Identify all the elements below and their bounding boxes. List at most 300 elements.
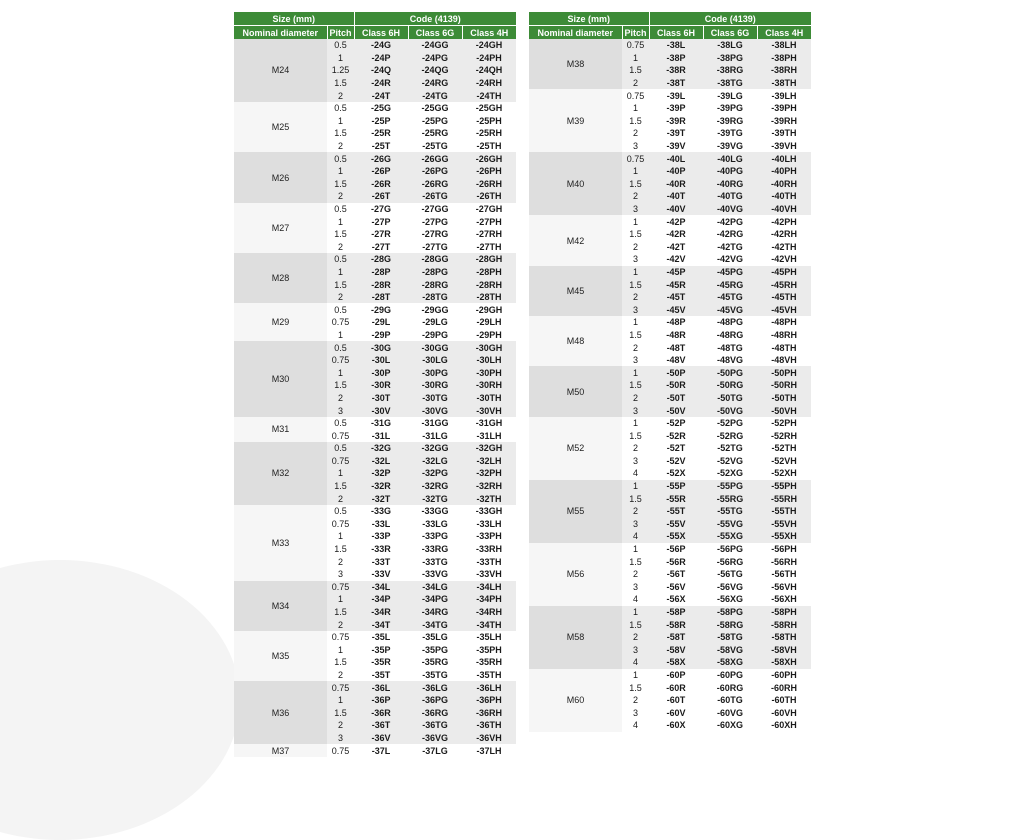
pitch-cell: 2 bbox=[622, 694, 649, 707]
class-6g-code: -45PG bbox=[703, 266, 757, 279]
pitch-cell: 1.5 bbox=[622, 115, 649, 128]
class-6g-code: -40RG bbox=[703, 178, 757, 191]
class-4h-code: -32TH bbox=[462, 492, 516, 505]
class-6h-code: -37L bbox=[354, 744, 408, 757]
table-row bbox=[529, 543, 811, 556]
class-6g-code: -56RG bbox=[703, 555, 757, 568]
pitch-cell: 1.25 bbox=[327, 64, 354, 77]
class-6g-code: -32TG bbox=[408, 492, 462, 505]
class-6h-code: -60T bbox=[649, 694, 703, 707]
class-6g-code: -30VG bbox=[408, 404, 462, 417]
class-4h-code: -56RH bbox=[757, 555, 811, 568]
table-row bbox=[529, 89, 811, 102]
class-4h-code: -50TH bbox=[757, 392, 811, 405]
class-6g-code: -56VG bbox=[703, 581, 757, 594]
class-6h-code: -35T bbox=[354, 669, 408, 682]
class-6h-code: -32T bbox=[354, 492, 408, 505]
class-6h-code: -52V bbox=[649, 455, 703, 468]
class-6h-code: -27G bbox=[354, 203, 408, 216]
pitch-cell: 1.5 bbox=[327, 127, 354, 140]
class-6h-code: -33T bbox=[354, 555, 408, 568]
class-4h-code: -33TH bbox=[462, 555, 516, 568]
class-6h-code: -58P bbox=[649, 606, 703, 619]
class-6g-code: -36PG bbox=[408, 694, 462, 707]
class-6h-code: -27P bbox=[354, 215, 408, 228]
pitch-cell: 4 bbox=[622, 530, 649, 543]
class-6h-code: -45T bbox=[649, 291, 703, 304]
class-4h-code: -48VH bbox=[757, 354, 811, 367]
pitch-cell: 2 bbox=[327, 618, 354, 631]
nominal-diameter-cell: M36 bbox=[234, 681, 327, 744]
pitch-cell: 3 bbox=[327, 404, 354, 417]
class-6h-code: -48T bbox=[649, 341, 703, 354]
class-6h-code: -55X bbox=[649, 530, 703, 543]
nominal-diameter-cell: M38 bbox=[529, 39, 622, 89]
pitch-cell: 0.75 bbox=[622, 39, 649, 52]
class-6h-code: -32L bbox=[354, 455, 408, 468]
pitch-cell: 1 bbox=[622, 52, 649, 65]
class-6g-code: -30TG bbox=[408, 392, 462, 405]
class-6h-header: Class 6H bbox=[354, 26, 408, 40]
class-4h-code: -55VH bbox=[757, 518, 811, 531]
class-6g-code: -29LG bbox=[408, 316, 462, 329]
class-6h-code: -28R bbox=[354, 278, 408, 291]
class-4h-code: -27GH bbox=[462, 203, 516, 216]
class-6g-code: -55RG bbox=[703, 492, 757, 505]
pitch-cell: 1 bbox=[327, 644, 354, 657]
class-6g-code: -45RG bbox=[703, 278, 757, 291]
table-row bbox=[234, 203, 516, 216]
pitch-cell: 2 bbox=[327, 392, 354, 405]
pitch-cell: 1.5 bbox=[327, 543, 354, 556]
class-6h-code: -27R bbox=[354, 228, 408, 241]
class-4h-code: -58XH bbox=[757, 656, 811, 669]
pitch-cell: 2 bbox=[622, 291, 649, 304]
class-6g-code: -34TG bbox=[408, 618, 462, 631]
class-4h-code: -28RH bbox=[462, 278, 516, 291]
class-4h-code: -33LH bbox=[462, 518, 516, 531]
pitch-cell: 1 bbox=[622, 669, 649, 682]
class-4h-code: -30LH bbox=[462, 354, 516, 367]
class-6h-code: -28G bbox=[354, 253, 408, 266]
class-4h-code: -25TH bbox=[462, 140, 516, 153]
pitch-cell: 3 bbox=[622, 455, 649, 468]
class-6h-code: -36T bbox=[354, 719, 408, 732]
pitch-cell: 0.5 bbox=[327, 341, 354, 354]
pitch-cell: 2 bbox=[622, 631, 649, 644]
class-6g-code: -25RG bbox=[408, 127, 462, 140]
class-4h-code: -55RH bbox=[757, 492, 811, 505]
class-6g-code: -28TG bbox=[408, 291, 462, 304]
class-4h-code: -38LH bbox=[757, 39, 811, 52]
class-6h-code: -40L bbox=[649, 152, 703, 165]
class-4h-code: -26PH bbox=[462, 165, 516, 178]
class-6h-code: -42P bbox=[649, 215, 703, 228]
pitch-cell: 2 bbox=[327, 669, 354, 682]
pitch-cell: 0.5 bbox=[327, 152, 354, 165]
nominal-diameter-cell: M30 bbox=[234, 341, 327, 417]
table-row bbox=[234, 681, 516, 694]
class-6g-code: -34LG bbox=[408, 581, 462, 594]
pitch-cell: 1.5 bbox=[622, 555, 649, 568]
class-4h-code: -52XH bbox=[757, 467, 811, 480]
pitch-cell: 1 bbox=[622, 366, 649, 379]
class-4h-code: -29PH bbox=[462, 329, 516, 342]
pitch-cell: 1.5 bbox=[327, 656, 354, 669]
class-4h-code: -39LH bbox=[757, 89, 811, 102]
class-6h-code: -31L bbox=[354, 429, 408, 442]
class-6g-code: -39RG bbox=[703, 115, 757, 128]
pitch-cell: 1 bbox=[622, 165, 649, 178]
class-6g-code: -27TG bbox=[408, 241, 462, 254]
class-4h-code: -48RH bbox=[757, 329, 811, 342]
pitch-cell: 2 bbox=[327, 241, 354, 254]
class-6h-code: -24G bbox=[354, 39, 408, 52]
class-6h-code: -33L bbox=[354, 518, 408, 531]
class-6g-code: -52VG bbox=[703, 455, 757, 468]
class-4h-code: -33RH bbox=[462, 543, 516, 556]
pitch-cell: 2 bbox=[622, 341, 649, 354]
class-6h-code: -45V bbox=[649, 303, 703, 316]
class-6g-code: -58VG bbox=[703, 644, 757, 657]
class-6g-code: -25PG bbox=[408, 115, 462, 128]
class-6g-header: Class 6G bbox=[408, 26, 462, 40]
class-6h-code: -36P bbox=[354, 694, 408, 707]
class-6h-code: -40V bbox=[649, 203, 703, 216]
class-6h-code: -29L bbox=[354, 316, 408, 329]
class-6g-code: -38PG bbox=[703, 52, 757, 65]
class-4h-code: -36VH bbox=[462, 732, 516, 745]
pitch-cell: 3 bbox=[622, 253, 649, 266]
class-4h-code: -32PH bbox=[462, 467, 516, 480]
class-4h-header: Class 4H bbox=[757, 26, 811, 40]
class-6g-code: -33TG bbox=[408, 555, 462, 568]
class-4h-code: -36RH bbox=[462, 706, 516, 719]
pitch-cell: 1 bbox=[327, 593, 354, 606]
class-6h-code: -25G bbox=[354, 102, 408, 115]
class-6g-code: -52TG bbox=[703, 442, 757, 455]
size-header: Size (mm) bbox=[234, 12, 354, 26]
pitch-cell: 1 bbox=[327, 52, 354, 65]
class-6g-code: -35LG bbox=[408, 631, 462, 644]
class-6h-code: -56X bbox=[649, 593, 703, 606]
pitch-cell: 1.5 bbox=[622, 379, 649, 392]
class-4h-code: -32GH bbox=[462, 442, 516, 455]
pitch-cell: 0.75 bbox=[327, 631, 354, 644]
class-6g-code: -58PG bbox=[703, 606, 757, 619]
class-4h-code: -40TH bbox=[757, 190, 811, 203]
pitch-cell: 4 bbox=[622, 467, 649, 480]
class-4h-code: -36TH bbox=[462, 719, 516, 732]
class-4h-code: -56VH bbox=[757, 581, 811, 594]
pitch-cell: 1 bbox=[622, 417, 649, 430]
pitch-cell: 3 bbox=[622, 354, 649, 367]
class-6g-code: -60PG bbox=[703, 669, 757, 682]
class-4h-code: -40RH bbox=[757, 178, 811, 191]
pitch-cell: 2 bbox=[327, 719, 354, 732]
class-6h-code: -52X bbox=[649, 467, 703, 480]
pitch-cell: 1 bbox=[327, 694, 354, 707]
class-4h-code: -40PH bbox=[757, 165, 811, 178]
class-6h-code: -60V bbox=[649, 706, 703, 719]
pitch-cell: 2 bbox=[622, 241, 649, 254]
class-6g-code: -42PG bbox=[703, 215, 757, 228]
pitch-cell: 1.5 bbox=[622, 429, 649, 442]
class-6h-code: -34L bbox=[354, 581, 408, 594]
pitch-cell: 1.5 bbox=[327, 706, 354, 719]
pitch-cell: 3 bbox=[622, 140, 649, 153]
nominal-diameter-cell: M25 bbox=[234, 102, 327, 152]
class-6g-code: -55PG bbox=[703, 480, 757, 493]
pitch-cell: 0.75 bbox=[327, 429, 354, 442]
table-row bbox=[234, 581, 516, 594]
class-4h-code: -25GH bbox=[462, 102, 516, 115]
pitch-cell: 1 bbox=[327, 115, 354, 128]
table-row bbox=[234, 417, 516, 430]
pitch-cell: 3 bbox=[327, 732, 354, 745]
nominal-diameter-cell: M33 bbox=[234, 505, 327, 581]
class-4h-code: -37LH bbox=[462, 744, 516, 757]
class-6g-code: -32GG bbox=[408, 442, 462, 455]
class-4h-code: -31LH bbox=[462, 429, 516, 442]
class-6h-code: -58T bbox=[649, 631, 703, 644]
pitch-cell: 2 bbox=[622, 505, 649, 518]
class-4h-code: -33VH bbox=[462, 568, 516, 581]
class-6h-code: -50T bbox=[649, 392, 703, 405]
nominal-diameter-header: Nominal diameter bbox=[529, 26, 622, 40]
class-6g-code: -28RG bbox=[408, 278, 462, 291]
class-4h-code: -48PH bbox=[757, 316, 811, 329]
class-6h-code: -35L bbox=[354, 631, 408, 644]
class-6g-code: -25TG bbox=[408, 140, 462, 153]
class-6h-code: -32G bbox=[354, 442, 408, 455]
table-row bbox=[529, 215, 811, 228]
class-4h-code: -39TH bbox=[757, 127, 811, 140]
class-4h-code: -29GH bbox=[462, 303, 516, 316]
pitch-cell: 0.75 bbox=[327, 455, 354, 468]
pitch-cell: 1.5 bbox=[622, 329, 649, 342]
class-6h-code: -48P bbox=[649, 316, 703, 329]
pitch-cell: 0.75 bbox=[327, 744, 354, 757]
class-4h-header: Class 4H bbox=[462, 26, 516, 40]
class-6h-code: -50R bbox=[649, 379, 703, 392]
class-6h-code: -30T bbox=[354, 392, 408, 405]
pitch-cell: 3 bbox=[622, 581, 649, 594]
pitch-cell: 3 bbox=[622, 706, 649, 719]
class-6h-code: -39T bbox=[649, 127, 703, 140]
class-6g-code: -40VG bbox=[703, 203, 757, 216]
class-6g-code: -52XG bbox=[703, 467, 757, 480]
class-4h-code: -26TH bbox=[462, 190, 516, 203]
class-6g-code: -24PG bbox=[408, 52, 462, 65]
class-4h-code: -55PH bbox=[757, 480, 811, 493]
class-6h-code: -60P bbox=[649, 669, 703, 682]
pitch-cell: 1 bbox=[327, 329, 354, 342]
class-6h-code: -33G bbox=[354, 505, 408, 518]
pitch-cell: 1 bbox=[622, 215, 649, 228]
class-6g-code: -38TG bbox=[703, 77, 757, 90]
class-4h-code: -48TH bbox=[757, 341, 811, 354]
class-6h-code: -33V bbox=[354, 568, 408, 581]
pitch-cell: 1.5 bbox=[327, 278, 354, 291]
class-6h-code: -56V bbox=[649, 581, 703, 594]
pitch-cell: 1 bbox=[622, 266, 649, 279]
class-4h-code: -33PH bbox=[462, 530, 516, 543]
pitch-cell: 2 bbox=[622, 568, 649, 581]
class-6h-code: -39V bbox=[649, 140, 703, 153]
class-6h-code: -55V bbox=[649, 518, 703, 531]
class-6g-code: -50TG bbox=[703, 392, 757, 405]
class-6h-code: -25R bbox=[354, 127, 408, 140]
nominal-diameter-cell: M27 bbox=[234, 203, 327, 253]
class-4h-code: -35PH bbox=[462, 644, 516, 657]
class-6h-code: -36L bbox=[354, 681, 408, 694]
class-4h-code: -25RH bbox=[462, 127, 516, 140]
class-4h-code: -45VH bbox=[757, 303, 811, 316]
class-6g-code: -36VG bbox=[408, 732, 462, 745]
code-header: Code (4139) bbox=[649, 12, 811, 26]
pitch-cell: 0.75 bbox=[622, 152, 649, 165]
class-6h-code: -28P bbox=[354, 266, 408, 279]
table-row bbox=[234, 152, 516, 165]
class-4h-code: -36LH bbox=[462, 681, 516, 694]
nominal-diameter-cell: M48 bbox=[529, 316, 622, 366]
class-6g-code: -52PG bbox=[703, 417, 757, 430]
class-4h-code: -38RH bbox=[757, 64, 811, 77]
pitch-cell: 1.5 bbox=[622, 278, 649, 291]
class-6h-code: -39P bbox=[649, 102, 703, 115]
class-4h-code: -31GH bbox=[462, 417, 516, 430]
class-6g-code: -24RG bbox=[408, 77, 462, 90]
pitch-cell: 2 bbox=[622, 442, 649, 455]
table-row bbox=[529, 316, 811, 329]
class-6g-code: -27GG bbox=[408, 203, 462, 216]
class-6h-code: -33P bbox=[354, 530, 408, 543]
table-row bbox=[234, 744, 516, 757]
pitch-cell: 3 bbox=[622, 518, 649, 531]
class-6h-code: -60R bbox=[649, 681, 703, 694]
class-6g-code: -33RG bbox=[408, 543, 462, 556]
class-6g-code: -26PG bbox=[408, 165, 462, 178]
pitch-cell: 2 bbox=[327, 492, 354, 505]
class-6g-code: -29PG bbox=[408, 329, 462, 342]
table-body-left bbox=[234, 39, 516, 757]
pitch-cell: 1.5 bbox=[327, 379, 354, 392]
class-6h-code: -24P bbox=[354, 52, 408, 65]
class-6h-code: -38L bbox=[649, 39, 703, 52]
code-header: Code (4139) bbox=[354, 12, 516, 26]
class-4h-code: -50VH bbox=[757, 404, 811, 417]
class-6g-code: -30GG bbox=[408, 341, 462, 354]
class-4h-code: -26RH bbox=[462, 178, 516, 191]
class-4h-code: -24GH bbox=[462, 39, 516, 52]
class-6g-code: -58TG bbox=[703, 631, 757, 644]
nominal-diameter-cell: M45 bbox=[529, 266, 622, 316]
class-4h-code: -34TH bbox=[462, 618, 516, 631]
class-4h-code: -32LH bbox=[462, 455, 516, 468]
class-6g-code: -27RG bbox=[408, 228, 462, 241]
class-4h-code: -30VH bbox=[462, 404, 516, 417]
pitch-cell: 0.5 bbox=[327, 417, 354, 430]
table-row bbox=[529, 152, 811, 165]
class-6h-code: -24T bbox=[354, 89, 408, 102]
pitch-cell: 1.5 bbox=[622, 228, 649, 241]
class-6h-code: -40P bbox=[649, 165, 703, 178]
class-4h-code: -36PH bbox=[462, 694, 516, 707]
class-6g-code: -50RG bbox=[703, 379, 757, 392]
thread-table-right bbox=[529, 12, 811, 732]
background-shade bbox=[0, 560, 240, 840]
class-6h-code: -32R bbox=[354, 480, 408, 493]
class-6g-code: -38LG bbox=[703, 39, 757, 52]
nominal-diameter-cell: M34 bbox=[234, 581, 327, 631]
table-row bbox=[529, 417, 811, 430]
pitch-cell: 0.75 bbox=[327, 518, 354, 531]
pitch-cell: 1 bbox=[622, 480, 649, 493]
class-4h-code: -42VH bbox=[757, 253, 811, 266]
table-row bbox=[234, 253, 516, 266]
class-6g-code: -35PG bbox=[408, 644, 462, 657]
pitch-cell: 3 bbox=[622, 303, 649, 316]
pitch-cell: 1.5 bbox=[622, 178, 649, 191]
class-6g-code: -45TG bbox=[703, 291, 757, 304]
class-6g-code: -40TG bbox=[703, 190, 757, 203]
class-6h-code: -30R bbox=[354, 379, 408, 392]
class-6h-code: -26R bbox=[354, 178, 408, 191]
nominal-diameter-cell: M42 bbox=[529, 215, 622, 265]
pitch-cell: 2 bbox=[327, 291, 354, 304]
nominal-diameter-cell: M50 bbox=[529, 366, 622, 416]
class-6g-code: -26RG bbox=[408, 178, 462, 191]
class-6g-code: -50VG bbox=[703, 404, 757, 417]
class-4h-code: -52RH bbox=[757, 429, 811, 442]
pitch-cell: 2 bbox=[327, 140, 354, 153]
pitch-cell: 3 bbox=[622, 203, 649, 216]
class-6h-code: -39R bbox=[649, 115, 703, 128]
class-6h-code: -52P bbox=[649, 417, 703, 430]
class-4h-code: -58PH bbox=[757, 606, 811, 619]
pitch-cell: 0.5 bbox=[327, 303, 354, 316]
class-6g-code: -48PG bbox=[703, 316, 757, 329]
class-6h-code: -26T bbox=[354, 190, 408, 203]
class-6h-code: -30L bbox=[354, 354, 408, 367]
class-6h-code: -24R bbox=[354, 77, 408, 90]
class-4h-code: -52TH bbox=[757, 442, 811, 455]
class-6g-code: -42RG bbox=[703, 228, 757, 241]
pitch-cell: 3 bbox=[327, 568, 354, 581]
class-4h-code: -52VH bbox=[757, 455, 811, 468]
class-6g-code: -56XG bbox=[703, 593, 757, 606]
pitch-cell: 1.5 bbox=[622, 618, 649, 631]
class-6h-code: -34P bbox=[354, 593, 408, 606]
class-6g-code: -27PG bbox=[408, 215, 462, 228]
nominal-diameter-cell: M52 bbox=[529, 417, 622, 480]
pitch-cell: 1 bbox=[327, 165, 354, 178]
class-6g-code: -29GG bbox=[408, 303, 462, 316]
class-6h-code: -34T bbox=[354, 618, 408, 631]
class-6g-code: -55TG bbox=[703, 505, 757, 518]
class-4h-code: -24PH bbox=[462, 52, 516, 65]
class-4h-code: -45RH bbox=[757, 278, 811, 291]
class-6h-code: -35P bbox=[354, 644, 408, 657]
pitch-cell: 2 bbox=[327, 89, 354, 102]
pitch-cell: 2 bbox=[622, 392, 649, 405]
class-6g-code: -56TG bbox=[703, 568, 757, 581]
class-4h-code: -39PH bbox=[757, 102, 811, 115]
class-6h-code: -42V bbox=[649, 253, 703, 266]
class-6g-code: -28GG bbox=[408, 253, 462, 266]
class-4h-code: -25PH bbox=[462, 115, 516, 128]
